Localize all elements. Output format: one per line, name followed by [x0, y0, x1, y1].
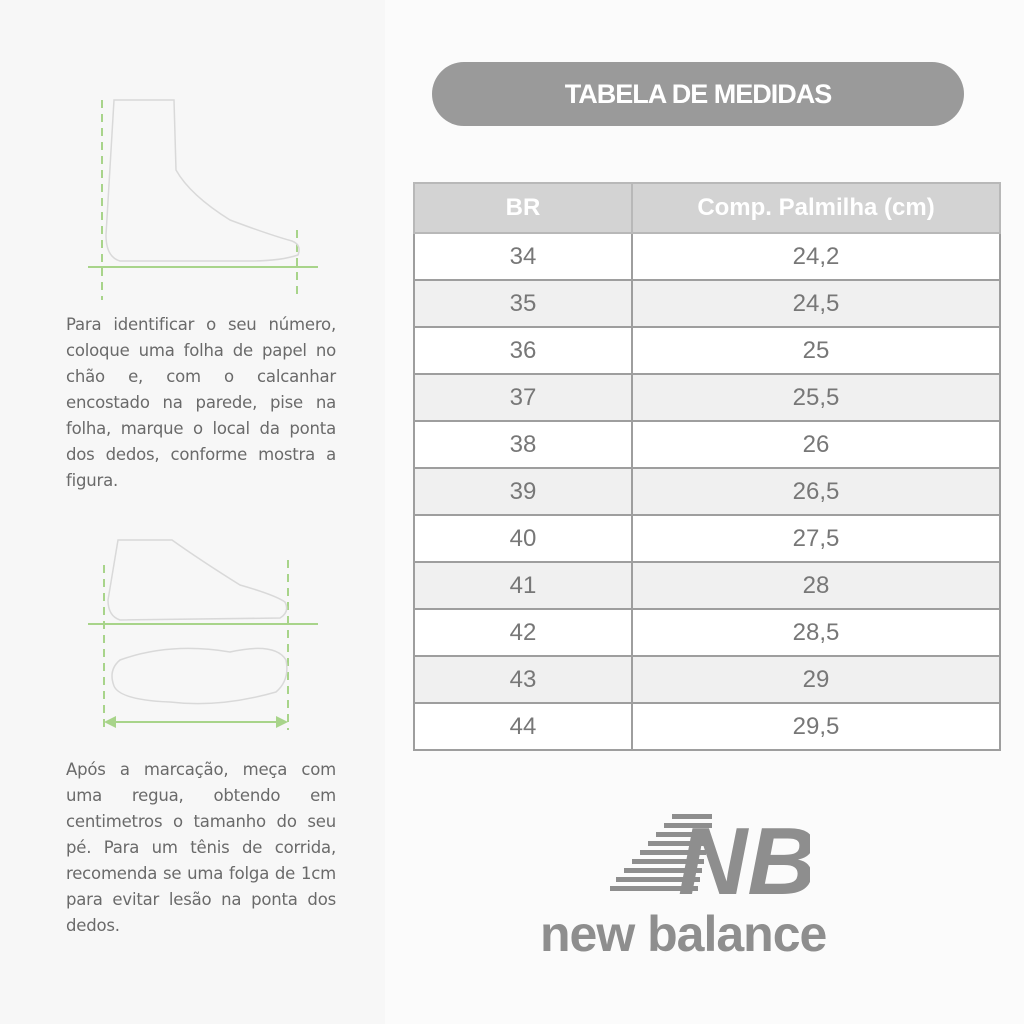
- foot-side-illustration: [80, 95, 330, 305]
- table-header-row: [414, 183, 1000, 233]
- header-insole-length: Comp. Palmilha (cm): [632, 183, 1000, 233]
- size-cm: 28,5: [632, 609, 1000, 656]
- table-row: [414, 515, 1000, 562]
- size-br: 35: [414, 280, 632, 327]
- table-row: [414, 562, 1000, 609]
- table-row: [414, 656, 1000, 703]
- size-cm: 26,5: [632, 468, 1000, 515]
- foot-top-outline: [112, 648, 287, 703]
- table-row: [414, 609, 1000, 656]
- size-table: [413, 182, 1001, 751]
- size-br: 36: [414, 327, 632, 374]
- step2-instruction: Após a marcação, meça com uma regua, obtendo em centimetros o tamanho do seu pé. Para um tênis de corrida, recomenda se uma folga de 1cm para evitar lesão na ponta dos dedos.: [66, 760, 336, 935]
- table-row: [414, 233, 1000, 280]
- foot-outline: [106, 100, 299, 261]
- brand-logo-icon: [610, 810, 810, 905]
- foot-measure-illustration: [80, 530, 330, 740]
- size-cm: 24,5: [632, 280, 1000, 327]
- size-cm: 29,5: [632, 703, 1000, 750]
- size-br: 38: [414, 421, 632, 468]
- svg-text:NB: NB: [678, 810, 810, 900]
- foot-side-outline: [108, 540, 287, 620]
- table-title: TABELA DE MEDIDAS: [432, 62, 964, 126]
- table-row: [414, 374, 1000, 421]
- table-row: [414, 468, 1000, 515]
- size-cm: 27,5: [632, 515, 1000, 562]
- size-br: 37: [414, 374, 632, 421]
- size-cm: 26: [632, 421, 1000, 468]
- size-br: 42: [414, 609, 632, 656]
- table-row: [414, 421, 1000, 468]
- size-cm: 28: [632, 562, 1000, 609]
- size-cm: 25,5: [632, 374, 1000, 421]
- size-br: 43: [414, 656, 632, 703]
- header-br: BR: [414, 183, 632, 233]
- size-br: 41: [414, 562, 632, 609]
- table-row: [414, 327, 1000, 374]
- size-br: 39: [414, 468, 632, 515]
- size-br: 34: [414, 233, 632, 280]
- step1-instruction: Para identificar o seu número, coloque uma folha de papel no chão e, com o calcanhar encostado na parede, pise na folha, marque o local da ponta dos dedos, conforme mostra a figura.: [66, 315, 336, 490]
- table-row: [414, 703, 1000, 750]
- size-cm: 24,2: [632, 233, 1000, 280]
- table-row: [414, 280, 1000, 327]
- size-br: 44: [414, 703, 632, 750]
- size-cm: 25: [632, 327, 1000, 374]
- size-br: 40: [414, 515, 632, 562]
- brand-name: new balance: [540, 906, 827, 962]
- size-cm: 29: [632, 656, 1000, 703]
